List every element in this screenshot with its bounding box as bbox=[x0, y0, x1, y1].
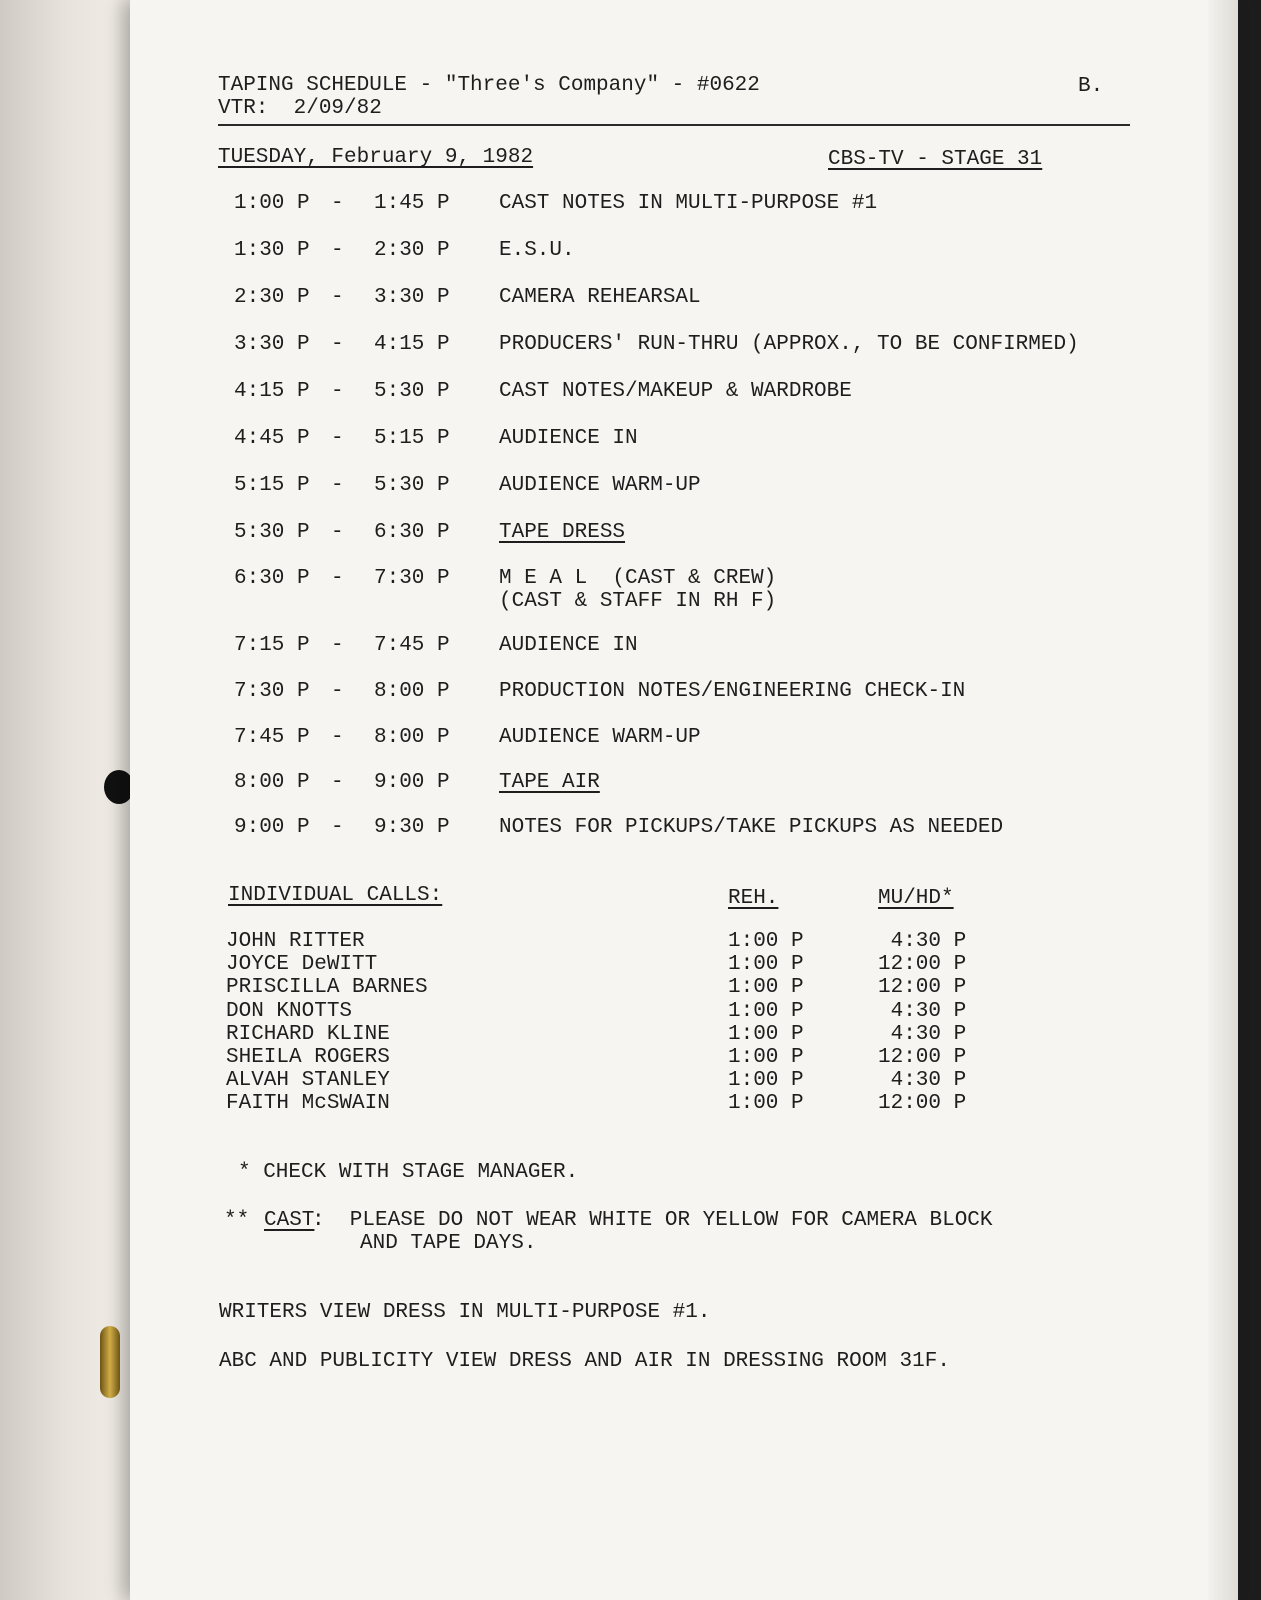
stage-manager-note: * CHECK WITH STAGE MANAGER. bbox=[238, 1161, 579, 1184]
call-makeup-time: 4:30 P bbox=[878, 1022, 967, 1046]
schedule-start-time: 5:15 P bbox=[234, 474, 310, 497]
schedule-start-time: 7:15 P bbox=[234, 634, 310, 657]
call-rehearsal-time: 1:00 P bbox=[728, 953, 804, 977]
time-range-dash: - bbox=[331, 726, 344, 749]
vtr-date: VTR: 2/09/82 bbox=[218, 97, 382, 120]
call-makeup-time: 4:30 P bbox=[878, 999, 967, 1023]
schedule-end-time: 5:15 P bbox=[374, 427, 450, 450]
schedule-start-time: 7:30 P bbox=[234, 680, 310, 703]
call-actor-name: ALVAH STANLEY bbox=[226, 1069, 390, 1093]
call-makeup-time: 12:00 P bbox=[878, 953, 967, 977]
call-makeup-time: 4:30 P bbox=[878, 930, 967, 953]
schedule-end-time: 8:00 P bbox=[374, 680, 450, 703]
time-range-dash: - bbox=[331, 192, 344, 215]
schedule-end-time: 8:00 P bbox=[374, 726, 450, 749]
time-range-dash: - bbox=[331, 333, 344, 356]
schedule-activity: NOTES FOR PICKUPS/TAKE PICKUPS AS NEEDED bbox=[499, 816, 1004, 839]
time-range-dash: - bbox=[331, 427, 344, 450]
document-title: TAPING SCHEDULE - "Three's Company" - #0622 bbox=[218, 74, 760, 97]
schedule-activity: PRODUCTION NOTES/ENGINEERING CHECK-IN bbox=[499, 680, 966, 703]
schedule-activity: PRODUCERS' RUN-THRU (APPROX., TO BE CONFIRMED) bbox=[499, 333, 1079, 356]
binder-ring bbox=[100, 1326, 120, 1398]
schedule-end-time: 7:45 P bbox=[374, 634, 450, 657]
cast-wardrobe-note-cont: AND TAPE DAYS. bbox=[360, 1232, 537, 1255]
taping-date: TUESDAY, February 9, 1982 bbox=[218, 146, 534, 169]
call-actor-name: FAITH McSWAIN bbox=[226, 1092, 390, 1116]
schedule-end-time: 7:30 P bbox=[374, 567, 450, 590]
schedule-start-time: 2:30 P bbox=[234, 286, 310, 309]
time-range-dash: - bbox=[331, 239, 344, 262]
call-makeup-time: 4:30 P bbox=[878, 1069, 967, 1093]
call-rehearsal-time: 1:00 P bbox=[728, 976, 804, 1000]
schedule-activity: TAPE AIR bbox=[499, 771, 600, 794]
makeup-hair-column-header: MU/HD* bbox=[878, 887, 954, 910]
stage-location: CBS-TV - STAGE 31 bbox=[828, 148, 1043, 171]
schedule-activity: TAPE DRESS bbox=[499, 521, 626, 544]
cast-label: CAST bbox=[264, 1209, 315, 1232]
time-range-dash: - bbox=[331, 474, 344, 497]
header-rule bbox=[218, 124, 1130, 126]
schedule-start-time: 6:30 P bbox=[234, 567, 310, 590]
call-rehearsal-time: 1:00 P bbox=[728, 1046, 804, 1069]
abc-publicity-note: ABC AND PUBLICITY VIEW DRESS AND AIR IN DRESSING ROOM 31F. bbox=[219, 1350, 950, 1373]
call-rehearsal-time: 1:00 P bbox=[728, 1092, 804, 1116]
call-rehearsal-time: 1:00 P bbox=[728, 1069, 804, 1093]
schedule-end-time: 3:30 P bbox=[374, 286, 450, 309]
time-range-dash: - bbox=[331, 816, 344, 839]
schedule-end-time: 9:00 P bbox=[374, 771, 450, 794]
call-rehearsal-time: 1:00 P bbox=[728, 930, 804, 953]
schedule-end-time: 5:30 P bbox=[374, 380, 450, 403]
call-actor-name: RICHARD KLINE bbox=[226, 1022, 390, 1046]
schedule-end-time: 9:30 P bbox=[374, 816, 450, 839]
schedule-activity: CAMERA REHEARSAL bbox=[499, 286, 701, 309]
individual-calls-heading: INDIVIDUAL CALLS: bbox=[228, 884, 443, 907]
time-range-dash: - bbox=[331, 380, 344, 403]
writers-note: WRITERS VIEW DRESS IN MULTI-PURPOSE #1. bbox=[219, 1301, 711, 1324]
schedule-activity-detail: (CAST & STAFF IN RH F) bbox=[499, 590, 777, 613]
schedule-start-time: 1:00 P bbox=[234, 192, 310, 215]
schedule-end-time: 6:30 P bbox=[374, 521, 450, 544]
call-rehearsal-time: 1:00 P bbox=[728, 1022, 804, 1046]
schedule-start-time: 4:15 P bbox=[234, 380, 310, 403]
schedule-end-time: 5:30 P bbox=[374, 474, 450, 497]
time-range-dash: - bbox=[331, 567, 344, 590]
schedule-activity: AUDIENCE WARM-UP bbox=[499, 726, 701, 749]
call-rehearsal-time: 1:00 P bbox=[728, 999, 804, 1023]
schedule-activity: E.S.U. bbox=[499, 239, 575, 262]
call-makeup-time: 12:00 P bbox=[878, 1092, 967, 1116]
call-actor-name: SHEILA ROGERS bbox=[226, 1046, 390, 1069]
schedule-activity: M E A L (CAST & CREW) bbox=[499, 567, 777, 590]
time-range-dash: - bbox=[331, 521, 344, 544]
call-actor-name: JOYCE DeWITT bbox=[226, 953, 378, 977]
schedule-end-time: 2:30 P bbox=[374, 239, 450, 262]
schedule-start-time: 1:30 P bbox=[234, 239, 310, 262]
call-actor-name: JOHN RITTER bbox=[226, 930, 365, 953]
cast-wardrobe-note: : PLEASE DO NOT WEAR WHITE OR YELLOW FOR CAMERA BLOCK bbox=[312, 1209, 993, 1232]
call-actor-name: PRISCILLA BARNES bbox=[226, 976, 428, 1000]
call-makeup-time: 12:00 P bbox=[878, 1046, 967, 1069]
page-letter: B. bbox=[1078, 75, 1104, 98]
schedule-start-time: 3:30 P bbox=[234, 333, 310, 356]
schedule-start-time: 5:30 P bbox=[234, 521, 310, 544]
schedule-start-time: 9:00 P bbox=[234, 816, 310, 839]
double-asterisk: ** bbox=[224, 1209, 250, 1232]
page-stack-edge bbox=[1208, 0, 1238, 1600]
schedule-activity: CAST NOTES IN MULTI-PURPOSE #1 bbox=[499, 192, 878, 215]
schedule-start-time: 7:45 P bbox=[234, 726, 310, 749]
schedule-activity: AUDIENCE IN bbox=[499, 634, 638, 657]
time-range-dash: - bbox=[331, 771, 344, 794]
schedule-end-time: 1:45 P bbox=[374, 192, 450, 215]
rehearsal-column-header: REH. bbox=[728, 887, 779, 910]
schedule-start-time: 4:45 P bbox=[234, 427, 310, 450]
time-range-dash: - bbox=[331, 680, 344, 703]
schedule-activity: AUDIENCE WARM-UP bbox=[499, 474, 701, 497]
time-range-dash: - bbox=[331, 634, 344, 657]
call-actor-name: DON KNOTTS bbox=[226, 999, 353, 1023]
schedule-activity: AUDIENCE IN bbox=[499, 427, 638, 450]
schedule-page bbox=[130, 0, 1238, 1600]
time-range-dash: - bbox=[331, 286, 344, 309]
schedule-start-time: 8:00 P bbox=[234, 771, 310, 794]
schedule-end-time: 4:15 P bbox=[374, 333, 450, 356]
schedule-activity: CAST NOTES/MAKEUP & WARDROBE bbox=[499, 380, 852, 403]
call-makeup-time: 12:00 P bbox=[878, 976, 967, 1000]
